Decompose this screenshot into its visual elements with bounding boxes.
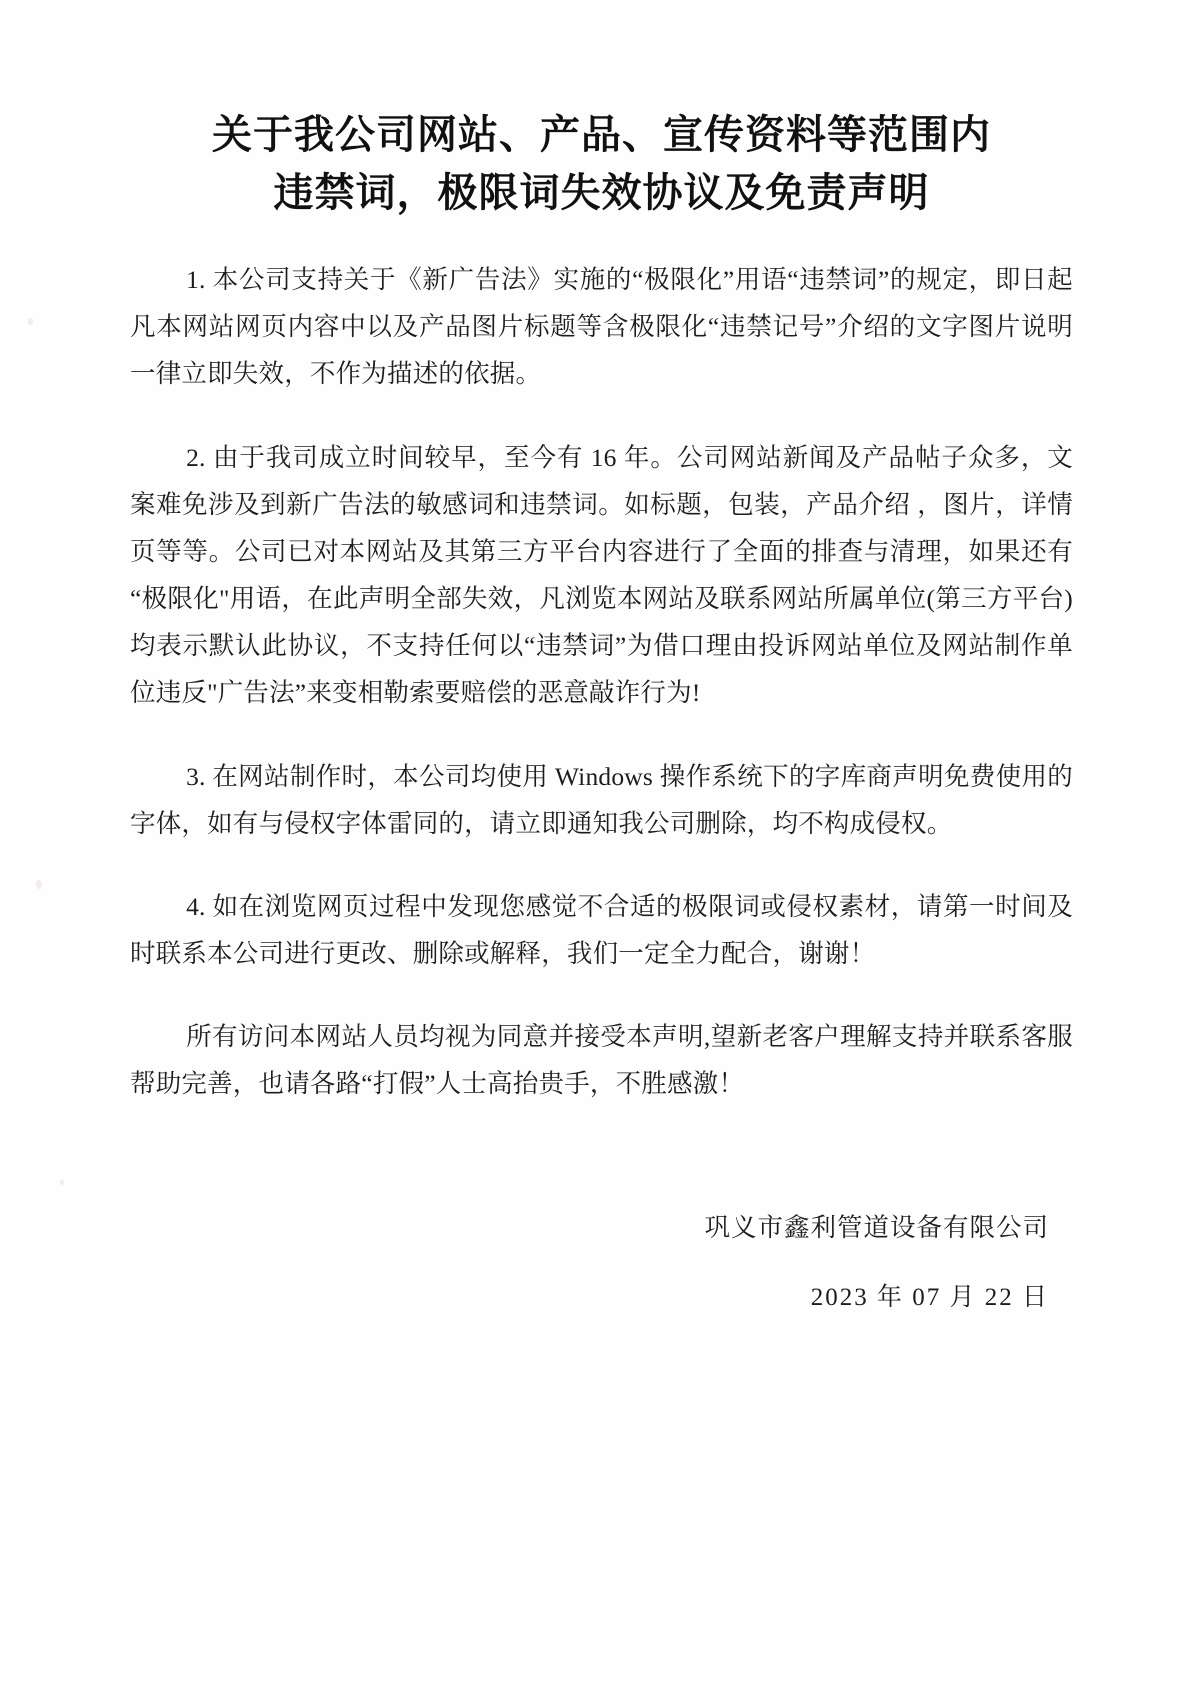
page-title [130,106,1073,222]
scan-speck [60,1180,64,1185]
scan-speck [28,318,33,325]
scan-speck [36,880,42,889]
clause-paragraph-1: 1. 本公司支持关于《新广告法》实施的“极限化”用语“违禁词”的规定，即日起凡本网站网页内容中以及产品图片标题等含极限化“违禁记号”介绍的文字图片说明一律立即失效，不作为描述的依据。 [130,265,1073,389]
paragraph-spacer [130,1003,1073,1013]
page-title-line-1: 关于我公司网站、产品、宣传资料等范围内 [212,112,991,157]
paragraph-spacer [130,424,1073,434]
signature-block [130,1204,1073,1325]
signature-date: 2023 年 07 月 22 日 [810,1284,1049,1312]
clause-paragraph-4: 4. 如在浏览网页过程中发现您感觉不合适的极限词或侵权素材，请第一时间及时联系本公司进行更改、删除或解释，我们一定全力配合，谢谢！ [130,891,1073,969]
paragraph-spacer [130,743,1073,753]
closing-paragraph: 所有访问本网站人员均视为同意并接受本声明,望新老客户理解支持并联系客服帮助完善，也请各路“打假”人士高抬贵手，不胜感激！ [130,1022,1073,1099]
clause-paragraph-2: 2. 由于我司成立时间较早，至今有 16 年。公司网站新闻及产品帖子众多，文案难免涉及到新广告法的敏感词和违禁词。如标题，包装，产品介绍 ，图片，详情页等等。公司已对本网站及其第三方平台内容进行了全面的排查与清理，如果还有“极限化"用语，在此声明全部失效，凡浏览本网站及联系网站所属单位(第三方平台)均表示默认此协议，不支持任何以“违禁词”为借口理由投诉网站单位及网站制作单位违反"广告法”来变相勒索要赔偿的恶意敲诈行为! [130,442,1073,708]
clause-paragraph-3: 3. 在网站制作时，本公司均使用 Windows 操作系统下的字库商声明免费使用的字体，如有与侵权字体雷同的，请立即通知我公司删除，均不构成侵权。 [130,761,1073,838]
page-title-line-2: 违禁词，极限词失效协议及免责声明 [273,170,930,215]
company-name: 巩义市鑫利管道设备有限公司 [704,1212,1049,1242]
paragraph-spacer [130,873,1073,883]
